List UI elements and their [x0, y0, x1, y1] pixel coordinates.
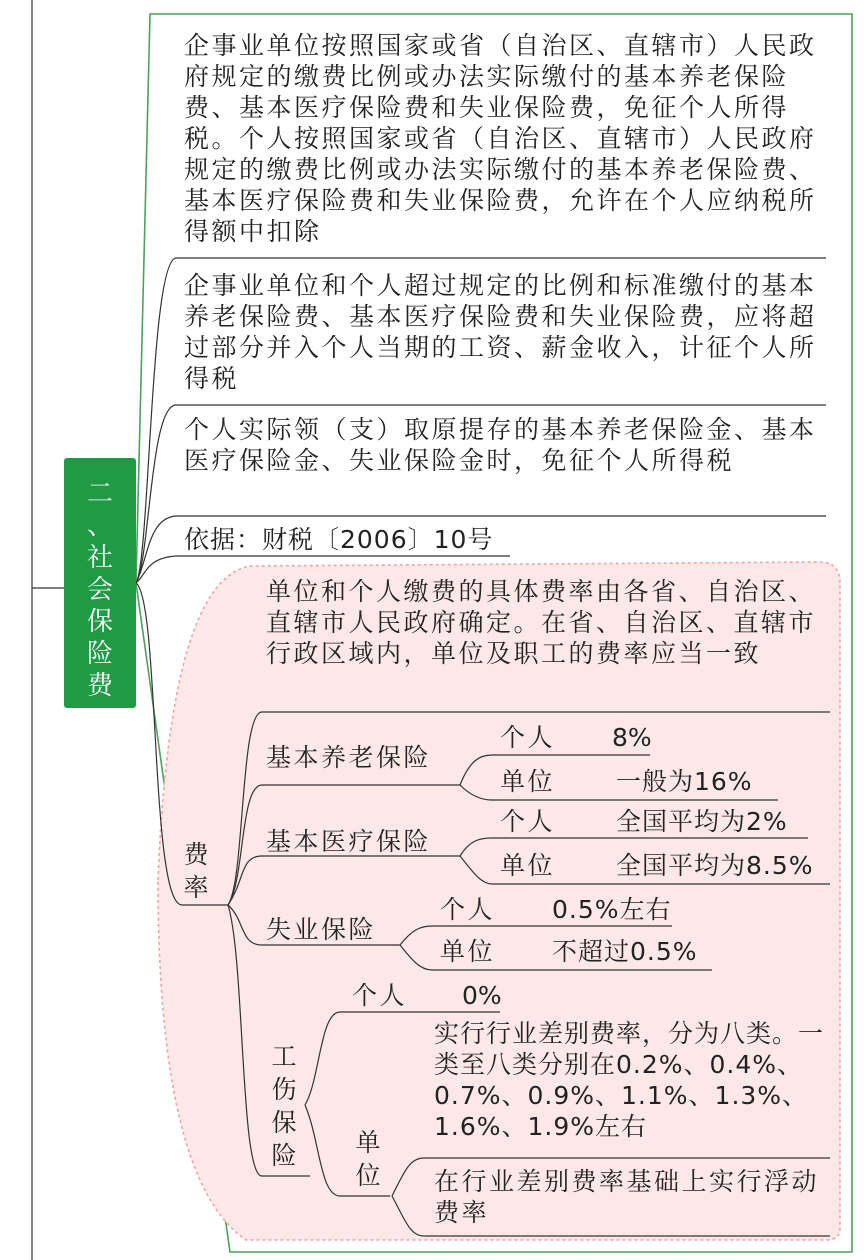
branch-basis-node[interactable]: 依据：财税〔2006〕10号: [184, 525, 494, 554]
root-char: 会: [86, 575, 113, 605]
branch-withdrawal-node[interactable]: 个人实际领（支）取原提存的基本养老保险金、基本医疗保险金、失业保险金时，免征个人所得税: [184, 415, 817, 475]
pension-personal-rate: 8%: [612, 723, 652, 752]
root-char: 二: [86, 479, 113, 509]
medical-personal-rate: 全国平均为2%: [616, 807, 788, 836]
branch-excess-node[interactable]: 企事业单位和个人超过规定的比例和标准缴付的基本养老保险费、基本医疗保险费和失业保险费，应将超过部分并入个人当期的工资、薪金收入，计征个人所得税: [184, 271, 817, 393]
injury-label[interactable]: [268, 1040, 300, 1172]
injury-unit-label[interactable]: [352, 1126, 384, 1192]
injury-label-char: 险: [271, 1141, 297, 1170]
root-char: 费: [86, 671, 113, 701]
rate-note-node[interactable]: 单位和个人缴费的具体费率由各省、自治区、直辖市人民政府确定。在省、自治区、直辖市行政区域内，单位及职工的费率应当一致: [266, 577, 817, 668]
injury-personal-rate: 0%: [462, 981, 502, 1010]
medical-label[interactable]: 基本医疗保险: [266, 827, 432, 856]
pension-unit-label[interactable]: 单位: [500, 767, 556, 796]
unemployment-label[interactable]: 失业保险: [266, 915, 377, 944]
injury-unit-char: 单: [355, 1128, 381, 1157]
unemployment-personal-rate: 0.5%左右: [552, 895, 672, 924]
medical-unit-label[interactable]: 单位: [500, 851, 556, 880]
root-node-social-insurance[interactable]: [64, 458, 136, 708]
branch-exemption-node[interactable]: 企事业单位按照国家或省（自治区、直辖市）人民政府规定的缴费比例或办法实际缴付的基本养老保险费、基本医疗保险费和失业保险费，免征个人所得税。个人按照国家或省（自治区、直辖市）人民政府规定的缴费比例或办法实际缴付的基本养老保险费、基本医疗保险费和失业保险费，允许在个人应纳税所得额中扣除: [184, 31, 817, 246]
injury-unit-note-floating[interactable]: 在行业差别费率基础上实行浮动费率: [434, 1167, 820, 1227]
injury-unit-note-differential[interactable]: 实行行业差别费率，分为八类。一类至八类分别在0.2%、0.4%、0.7%、0.9%、1.1%、1.3%、1.6%、1.9%左右: [434, 1019, 825, 1141]
injury-label-char: 保: [271, 1108, 297, 1137]
injury-unit-char: 位: [355, 1161, 381, 1190]
root-char: 社: [86, 543, 113, 573]
medical-unit-rate: 全国平均为8.5%: [616, 851, 814, 880]
rate-label[interactable]: [180, 838, 212, 904]
injury-personal-label[interactable]: 个人: [352, 981, 408, 1010]
pension-unit-rate: 一般为16%: [616, 767, 753, 796]
root-char: 险: [86, 639, 113, 669]
pension-personal-label[interactable]: 个人: [500, 723, 556, 752]
pension-label[interactable]: 基本养老保险: [266, 743, 432, 772]
unemployment-unit-label[interactable]: 单位: [440, 937, 496, 966]
injury-label-char: 伤: [271, 1075, 297, 1104]
unemployment-personal-label[interactable]: 个人: [440, 895, 496, 924]
unemployment-unit-rate: 不超过0.5%: [552, 937, 698, 966]
rate-label-char: 费: [183, 840, 209, 869]
root-char: 保: [86, 607, 113, 637]
medical-personal-label[interactable]: 个人: [500, 807, 556, 836]
rate-label-char: 率: [183, 873, 209, 902]
injury-label-char: 工: [271, 1042, 297, 1071]
root-char: 、: [86, 511, 113, 541]
